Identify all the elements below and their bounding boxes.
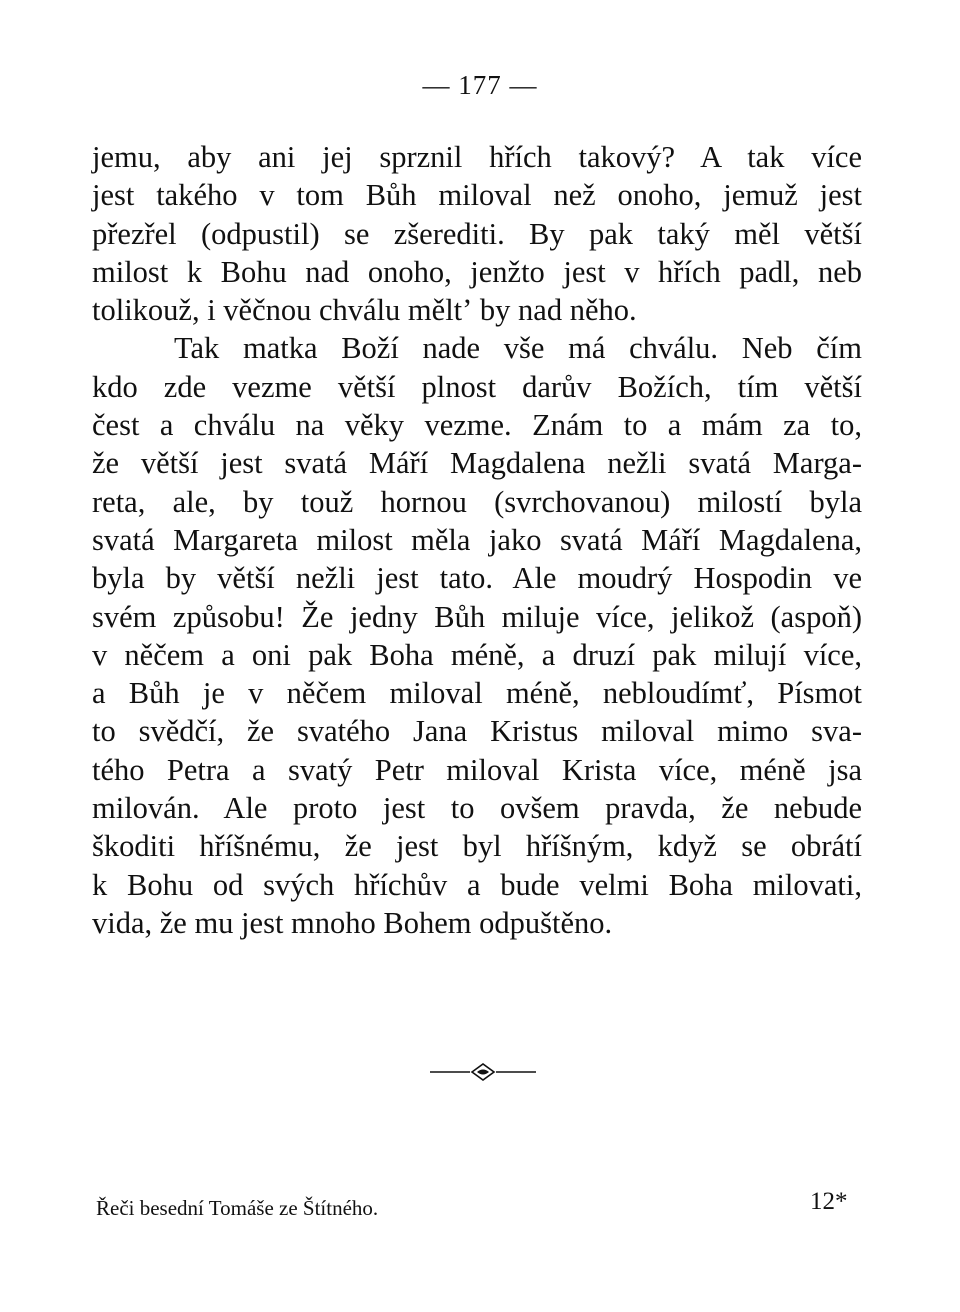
text-line: milován. Ale proto jest to ovšem pravda, že nebude	[92, 791, 862, 826]
text-line: škoditi hříšnému, že jest byl hříšným, když se obrátí	[92, 829, 862, 864]
body-text	[92, 138, 862, 942]
text-line: vida, že mu jest mnoho Bohem odpuštěno.	[92, 905, 613, 940]
page-number: — 177 —	[422, 70, 538, 100]
text-line: tého Petra a svatý Petr miloval Krista více, méně jsa	[92, 752, 862, 787]
text-line: reta, ale, by touž hornou (svrchovanou) milostí byla	[92, 484, 862, 519]
text-line: milost k Bohu nad onoho, jenžto jest v hřích padl, neb	[92, 254, 862, 289]
text-line: a Bůh je v něčem miloval méně, nebloudímť, Písmot	[92, 676, 862, 711]
text-line: jemu, aby ani jej sprznil hřích takový? A tak více	[92, 140, 862, 174]
text-line: čest a chválu na věky vezme. Znám to a mám za to,	[92, 408, 862, 443]
text-line: svatá Margareta milost měla jako svatá Máří Magdalena,	[92, 522, 862, 557]
text-line: byla by větší nežli jest tato. Ale moudrý Hospodin ve	[92, 561, 862, 596]
text-line: Tak matka Boží nade vše má chválu. Neb čím	[174, 331, 862, 366]
footer-title: Řeči besední Tomáše ze Štítného.	[96, 1196, 379, 1220]
text-line: přezřel (odpustil) se zšerediti. By pak taký měl větší	[92, 216, 862, 251]
text-line: kdo zde vezme větší plnost darův Božích, tím větší	[92, 369, 862, 404]
text-line: svém způsobu! Že jedny Bůh miluje více, jelikož (aspoň)	[92, 599, 862, 634]
printer-signature: 12*	[810, 1188, 848, 1215]
text-line: že větší jest svatá Máří Magdalena nežli svatá Marga-	[92, 446, 862, 481]
ornament-divider-icon	[428, 1060, 538, 1084]
text-line: jest takého v tom Bůh miloval než onoho, jemuž jest	[92, 178, 862, 213]
text-line: tolikouž, i věčnou chválu měltʼ by nad něho.	[92, 293, 637, 328]
text-line: to svědčí, že svatého Jana Kristus miloval mimo sva-	[92, 714, 862, 749]
text-line: v něčem a oni pak Boha méně, a druzí pak milují více,	[92, 637, 862, 672]
text-line: k Bohu od svých hříchův a bude velmi Boha milovati,	[92, 867, 862, 902]
